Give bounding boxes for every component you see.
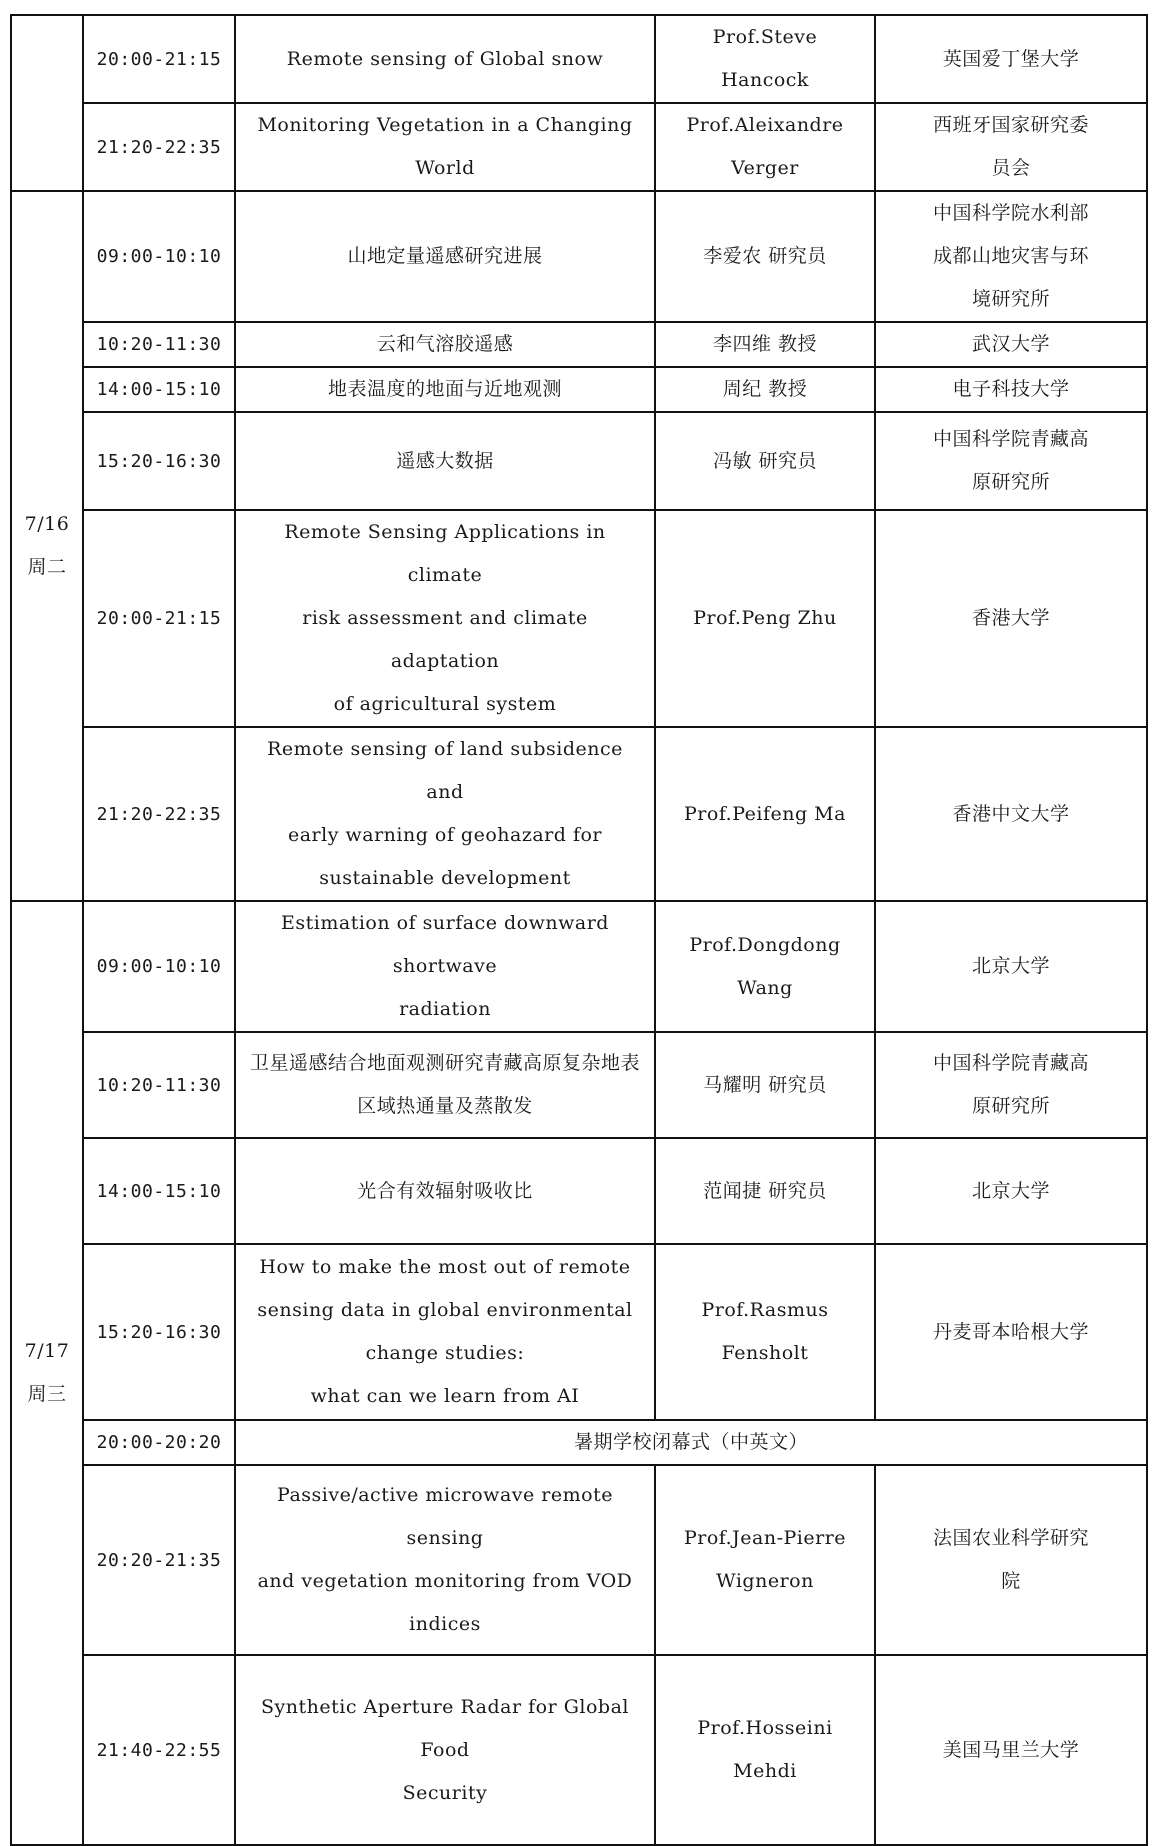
closing-ceremony-cell: 暑期学校闭幕式（中英文）: [235, 1420, 1147, 1465]
time-cell: 10:20-11:30: [83, 1032, 235, 1138]
speaker-cell: Prof.Jean-Pierre Wigneron: [655, 1465, 875, 1655]
time-cell: 09:00-10:10: [83, 901, 235, 1032]
table-row: [11, 15, 1147, 103]
time-cell: 20:00-21:15: [83, 510, 235, 727]
time-cell: 09:00-10:10: [83, 191, 235, 322]
topic-cell: Remote sensing of land subsidence and early warning of geohazard for sustainable development: [235, 727, 655, 901]
topic-cell: 地表温度的地面与近地观测: [235, 367, 655, 412]
schedule-table: [10, 14, 1148, 1846]
time-cell: 15:20-16:30: [83, 1244, 235, 1420]
topic-cell: 光合有效辐射吸收比: [235, 1138, 655, 1244]
speaker-cell: 李爱农 研究员: [655, 191, 875, 322]
time-cell: 14:00-15:10: [83, 367, 235, 412]
speaker-cell: Prof.Rasmus Fensholt: [655, 1244, 875, 1420]
topic-cell: How to make the most out of remote sensing data in global environmental change studies: what can we learn from AI: [235, 1244, 655, 1420]
table-row: [11, 901, 1147, 1032]
time-cell: 20:00-21:15: [83, 15, 235, 103]
table-row: [11, 1138, 1147, 1244]
institution-cell: 英国爱丁堡大学: [875, 15, 1147, 103]
speaker-cell: 李四维 教授: [655, 322, 875, 367]
institution-cell: 美国马里兰大学: [875, 1655, 1147, 1845]
table-row: [11, 1420, 1147, 1465]
institution-cell: 中国科学院水利部 成都山地灾害与环 境研究所: [875, 191, 1147, 322]
topic-cell: Monitoring Vegetation in a Changing World: [235, 103, 655, 191]
speaker-cell: Prof.Peng Zhu: [655, 510, 875, 727]
topic-cell: 山地定量遥感研究进展: [235, 191, 655, 322]
date-label: 7/17: [24, 1340, 70, 1362]
time-cell: 20:00-20:20: [83, 1420, 235, 1465]
table-row: [11, 1032, 1147, 1138]
table-row: [11, 412, 1147, 510]
time-cell: 21:20-22:35: [83, 727, 235, 901]
table-row: [11, 510, 1147, 727]
time-cell: 21:40-22:55: [83, 1655, 235, 1845]
date-cell: [11, 901, 83, 1845]
topic-cell: 遥感大数据: [235, 412, 655, 510]
institution-cell: 香港中文大学: [875, 727, 1147, 901]
table-row: [11, 322, 1147, 367]
date-label: 7/16: [24, 513, 70, 535]
date-cell: [11, 15, 83, 191]
speaker-cell: Prof.Peifeng Ma: [655, 727, 875, 901]
topic-cell: Estimation of surface downward shortwave radiation: [235, 901, 655, 1032]
time-cell: 21:20-22:35: [83, 103, 235, 191]
institution-cell: 中国科学院青藏高 原研究所: [875, 1032, 1147, 1138]
institution-cell: 北京大学: [875, 901, 1147, 1032]
institution-cell: 中国科学院青藏高 原研究所: [875, 412, 1147, 510]
speaker-cell: 冯敏 研究员: [655, 412, 875, 510]
weekday-label: 周二: [27, 556, 67, 578]
table-row: [11, 367, 1147, 412]
table-row: [11, 727, 1147, 901]
speaker-cell: 马耀明 研究员: [655, 1032, 875, 1138]
table-row: [11, 191, 1147, 322]
topic-cell: 云和气溶胶遥感: [235, 322, 655, 367]
speaker-cell: Prof.Hosseini Mehdi: [655, 1655, 875, 1845]
date-cell: [11, 191, 83, 901]
table-row: [11, 1244, 1147, 1420]
speaker-cell: Prof.Steve Hancock: [655, 15, 875, 103]
speaker-cell: Prof.Dongdong Wang: [655, 901, 875, 1032]
institution-cell: 北京大学: [875, 1138, 1147, 1244]
speaker-cell: Prof.Aleixandre Verger: [655, 103, 875, 191]
time-cell: 14:00-15:10: [83, 1138, 235, 1244]
time-cell: 15:20-16:30: [83, 412, 235, 510]
table-row: [11, 1465, 1147, 1655]
institution-cell: 香港大学: [875, 510, 1147, 727]
speaker-cell: 周纪 教授: [655, 367, 875, 412]
institution-cell: 电子科技大学: [875, 367, 1147, 412]
institution-cell: 西班牙国家研究委 员会: [875, 103, 1147, 191]
topic-cell: Passive/active microwave remote sensing and vegetation monitoring from VOD indices: [235, 1465, 655, 1655]
institution-cell: 丹麦哥本哈根大学: [875, 1244, 1147, 1420]
institution-cell: 法国农业科学研究 院: [875, 1465, 1147, 1655]
topic-cell: Remote sensing of Global snow: [235, 15, 655, 103]
topic-cell: Remote Sensing Applications in climate risk assessment and climate adaptation of agricultural system: [235, 510, 655, 727]
time-cell: 10:20-11:30: [83, 322, 235, 367]
weekday-label: 周三: [27, 1383, 67, 1405]
time-cell: 20:20-21:35: [83, 1465, 235, 1655]
table-row: [11, 103, 1147, 191]
topic-cell: 卫星遥感结合地面观测研究青藏高原复杂地表 区域热通量及蒸散发: [235, 1032, 655, 1138]
table-row: [11, 1655, 1147, 1845]
institution-cell: 武汉大学: [875, 322, 1147, 367]
speaker-cell: 范闻捷 研究员: [655, 1138, 875, 1244]
topic-cell: Synthetic Aperture Radar for Global Food Security: [235, 1655, 655, 1845]
